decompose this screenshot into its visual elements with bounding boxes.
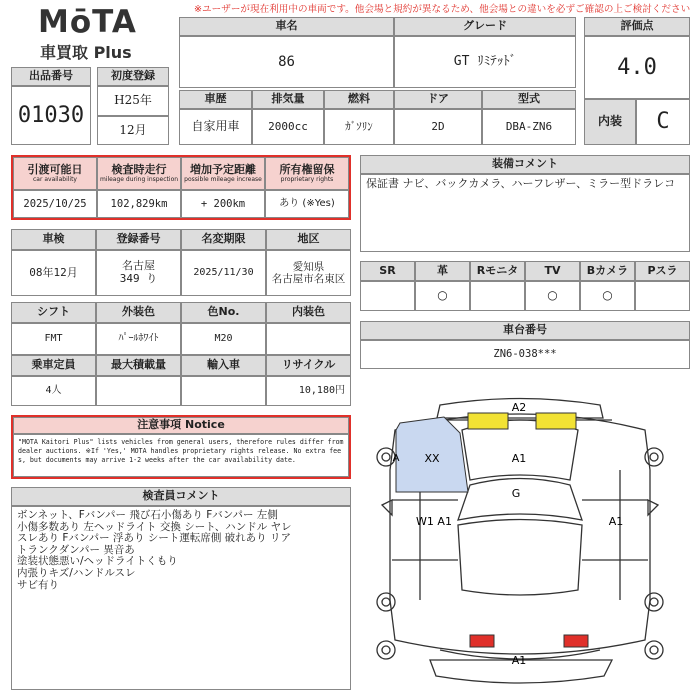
score-label: 評価点	[584, 17, 690, 36]
interior-grade: C	[636, 99, 690, 145]
car-name: 86	[179, 36, 394, 88]
interior-label: 内装	[584, 99, 636, 145]
doors: 2D	[394, 109, 482, 145]
grade-label: グレード	[394, 17, 576, 36]
option-value: ○	[580, 281, 635, 311]
region-label: 地区	[266, 229, 351, 250]
capacity-value: 4人	[11, 376, 96, 406]
option-header: TV	[525, 261, 580, 281]
fuel: ｶﾞｿﾘﾝ	[324, 109, 394, 145]
option-header: Rモニタ	[470, 261, 525, 281]
name-change-value: 2025/11/30	[181, 250, 266, 296]
mark-left-tire: A	[392, 453, 400, 464]
notice-title: 注意事項 Notice	[13, 417, 349, 434]
inspector-line: 内張りキズ/ハンドルスレ	[17, 566, 136, 579]
listing-number: 01030	[11, 86, 91, 145]
option-header: SR	[360, 261, 415, 281]
ownership-label-jp: 所有権留保	[279, 163, 335, 177]
left-headlight-highlight	[470, 635, 494, 647]
first-reg-label: 初度登録	[97, 67, 169, 86]
recycle-value: 10,180円	[266, 376, 351, 406]
mark-roof: A1	[511, 452, 527, 465]
max-load-label: 最大積載量	[96, 355, 181, 376]
option-value	[470, 281, 525, 311]
inspector-line: スレあり Fバンパー 浮あり シート運転席側 破れあり リア	[17, 532, 291, 545]
int-color-label: 内装色	[266, 302, 351, 323]
ownership-label	[265, 157, 349, 190]
ownership-label-en: proprietary rights	[280, 175, 334, 183]
option-header: Bカメラ	[580, 261, 635, 281]
mark-glass: G	[511, 487, 521, 500]
inspection-label: 車検	[11, 229, 96, 250]
option-header: 革	[415, 261, 470, 281]
ext-color-label: 外装色	[96, 302, 181, 323]
inspector-line: 小傷多数あり 左ヘッドライト 交換 シート、ハンドル ヤレ	[17, 520, 292, 533]
notice-text: "MOTA Kaitori Plus" lists vehicles from general users, therefore rules differ from dealer auctions. ※If 'Yes,' MOTA handles proprietary rights release. No extra fees, but documents may arrive 1-2 weeks after the car availability date.	[13, 434, 349, 477]
inspector-comment	[11, 506, 351, 690]
increase-value: + 200km	[181, 190, 265, 218]
increase-label-jp: 増加予定距離	[190, 163, 256, 177]
increase-label	[181, 157, 265, 190]
plate-value	[96, 250, 181, 296]
displacement: 2000cc	[252, 109, 324, 145]
options-grid	[360, 261, 690, 311]
mark-left-fender: XX	[424, 452, 440, 465]
doors-label: ドア	[394, 90, 482, 109]
recycle-label: リサイクル	[266, 355, 351, 376]
left-rear-lamp-highlight	[468, 413, 508, 429]
plate-label: 登録番号	[96, 229, 181, 250]
plate-city: 名古屋	[122, 259, 155, 273]
ownership-value: あり (※Yes)	[265, 190, 349, 218]
inspector-line: トランクダンパー 異音あ	[17, 543, 135, 556]
listing-number-label: 出品番号	[11, 67, 91, 86]
fuel-label: 燃料	[324, 90, 394, 109]
brand-logo: MōTA	[38, 4, 137, 40]
equipment-title: 装備コメント	[360, 155, 690, 174]
option-header: Pスラ	[635, 261, 690, 281]
shift-value: FMT	[11, 323, 96, 355]
model-label: 型式	[482, 90, 576, 109]
option-value: ○	[525, 281, 580, 311]
region-city: 名古屋市名東区	[271, 273, 346, 285]
inspector-line: 塗装状態悪い/ヘッドライトくもり	[17, 555, 178, 568]
right-headlight-highlight	[564, 635, 588, 647]
chassis-value: ZN6-038***	[360, 340, 690, 369]
ext-color-value: ﾊﾟｰﾙﾎﾜｲﾄ	[96, 323, 181, 355]
import-value	[181, 376, 266, 406]
availability-value: 2025/10/25	[13, 190, 97, 218]
history-label: 車歴	[179, 90, 252, 109]
shift-label: シフト	[11, 302, 96, 323]
inspector-title: 検査員コメント	[11, 487, 351, 506]
inspector-line: サビ有り	[17, 578, 59, 591]
brand-subtitle: 車買取 Plus	[40, 43, 132, 62]
chassis-label: 車台番号	[360, 321, 690, 340]
option-value: ○	[415, 281, 470, 311]
import-label: 輸入車	[181, 355, 266, 376]
max-load-value	[96, 376, 181, 406]
name-change-label: 名変期限	[181, 229, 266, 250]
inspection-value: 08年12月	[11, 250, 96, 296]
option-value	[360, 281, 415, 311]
first-reg-year: H25年	[97, 86, 169, 116]
mark-trunk: A2	[511, 401, 527, 414]
color-no-value: M20	[181, 323, 266, 355]
mark-front-bumper: A1	[511, 654, 527, 667]
mileage-label-jp: 検査時走行	[111, 163, 167, 177]
car-name-label: 車名	[179, 17, 394, 36]
color-no-label: 色No.	[181, 302, 266, 323]
first-reg-month: 12月	[97, 116, 169, 145]
increase-label-en: possible mileage increase	[184, 175, 262, 183]
model: DBA-ZN6	[482, 109, 576, 145]
availability-label	[13, 157, 97, 190]
capacity-label: 乗車定員	[11, 355, 96, 376]
equipment-comment: 保証書 ナビ、バックカメラ、ハーフレザー、ミラー型ドラレコ	[360, 174, 690, 252]
region-value	[266, 250, 351, 296]
score: 4.0	[584, 36, 690, 99]
plate-number: 349 り	[119, 272, 158, 285]
option-value	[635, 281, 690, 311]
displacement-label: 排気量	[252, 90, 324, 109]
mileage-label	[97, 157, 181, 190]
mileage-value: 102,829km	[97, 190, 181, 218]
history: 自家用車	[179, 109, 252, 145]
region-prefecture: 愛知県	[292, 260, 325, 273]
mark-right-doors: A1	[608, 515, 624, 528]
car-damage-diagram	[360, 392, 690, 697]
inspector-line: ボンネット、Fバンパー 飛び石小傷あり Fバンパー 左側	[17, 509, 278, 521]
right-rear-lamp-highlight	[536, 413, 576, 429]
grade: GT ﾘﾐﾃｯﾄﾞ	[394, 36, 576, 88]
mark-left-doors: W1 A1	[416, 515, 452, 528]
availability-label-jp: 引渡可能日	[27, 163, 83, 177]
top-notice: ※ユーザーが現在利用中の車両です。他会場と規約が異なるため、他会場との違いを必ずご確認の上ご検討ください	[194, 4, 691, 15]
int-color-value	[266, 323, 351, 355]
mileage-label-en: mileage during inspection	[99, 175, 179, 183]
availability-label-en: car availability	[33, 175, 77, 183]
